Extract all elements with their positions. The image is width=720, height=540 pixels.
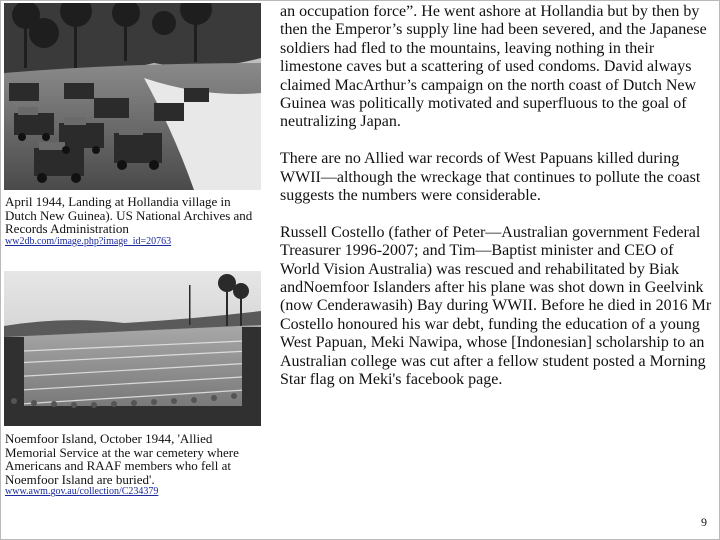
source-link[interactable]: ww2db.com/image.php?image_id=20763	[5, 235, 172, 247]
paragraph: Russell Costello (father of Peter—Australian government Federal Treasurer 1996-2007; and Tim—Baptist minister and CEO of World Vision Australia) was rescued and rehabilitated by Biak andNoemfoor Islanders after his plane was shot down in Geelvink (now Cenderawasih) Bay during WWII. Before he died in 2016 Mr Costello honoured his war debt, funding the education of a young West Papuan, Meki Nawipa, whose [Indonesian] scholarship to an Australian college was cut after a fellow student posted a Morning Star flag on Meki's facebook page.	[280, 223, 712, 389]
figure-caption	[5, 432, 261, 498]
caption-text: Noemfoor Island, October 1944, 'Allied Memorial Service at the war cemetery where Americans and RAAF members who fell at Noemfoor Island are buried'.	[5, 431, 239, 487]
hollandia-landing-photo	[4, 3, 261, 190]
figure-caption	[5, 195, 261, 248]
paragraph: an occupation force”. He went ashore at Hollandia but by then by then the Emperor’s supply line had been severed, and the Japanese soldiers had fled to the mountains, leaving nothing in their limestone caves but a scattering of used condoms. David always claimed MacArthur’s campaign on the north coast of Dutch New Guinea was politically motivated and superfluous to the goal of neutralizing Japan.	[280, 3, 707, 131]
body-text	[280, 3, 716, 408]
caption-text: April 1944, Landing at Hollandia village in Dutch New Guinea). US National Archives and Records Administration	[5, 194, 253, 237]
page-number: 9	[701, 515, 707, 529]
source-link[interactable]: www.awm.gov.au/collection/C234379	[5, 486, 159, 498]
noemfoor-memorial-photo	[4, 271, 261, 426]
paragraph: There are no Allied war records of West Papuans killed during WWII—although the wreckage that continues to pollute the coast suggests the numbers were considerable.	[280, 150, 701, 205]
